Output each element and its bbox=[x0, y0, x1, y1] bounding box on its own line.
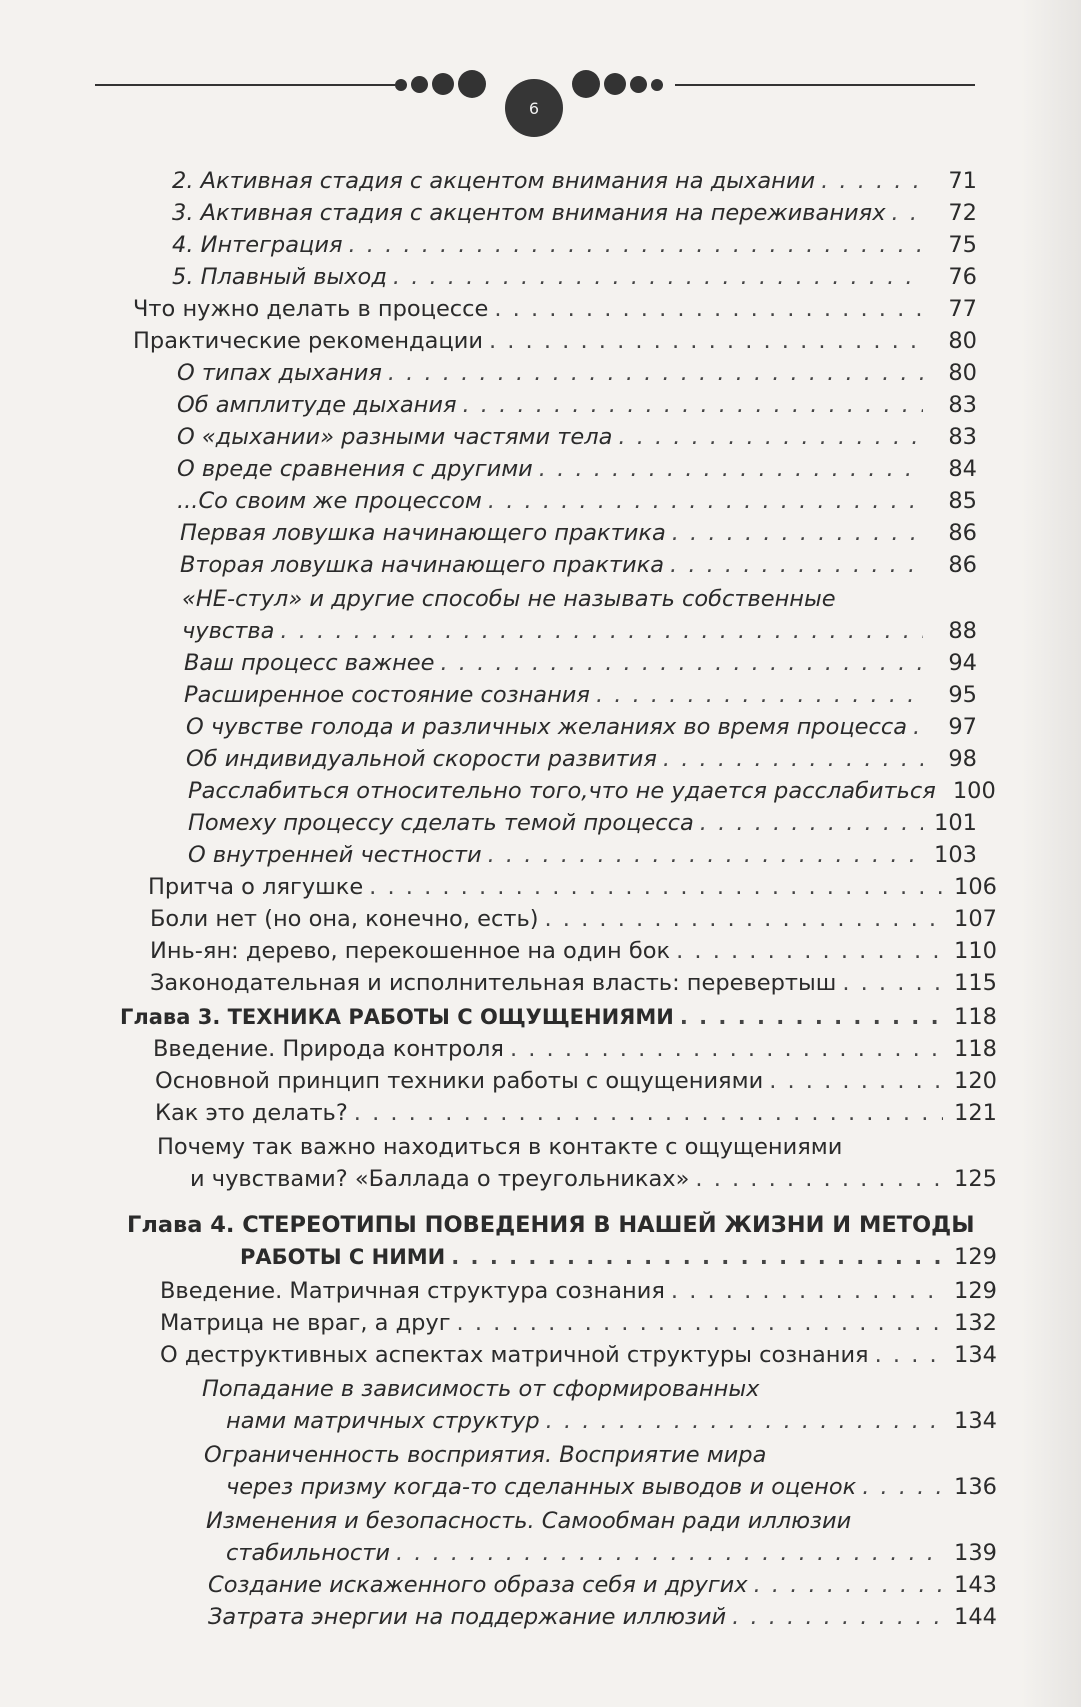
toc-entry-page: 129 bbox=[954, 1278, 997, 1304]
toc-entry-title: Основной принцип техники работы с ощущениями bbox=[155, 1068, 764, 1094]
toc-entry-page: 95 bbox=[948, 682, 977, 708]
toc-entry bbox=[153, 1034, 997, 1064]
toc-entry-title: О «дыхании» разными частями тела bbox=[177, 424, 613, 450]
toc-entry-title: 2. Активная стадия с акцентом внимания на дыхании bbox=[172, 168, 816, 194]
toc-leader-dots bbox=[462, 390, 923, 420]
toc-entry bbox=[186, 712, 977, 742]
toc-entry bbox=[226, 1538, 997, 1568]
toc-entry-title: Расширенное состояние сознания bbox=[184, 682, 590, 708]
toc-entry bbox=[180, 550, 977, 580]
toc-entry-title: 3. Активная стадия с акцентом внимания на переживаниях bbox=[172, 200, 886, 226]
toc-entry bbox=[180, 518, 977, 548]
toc-leader-dots bbox=[672, 518, 923, 548]
toc-entry-page: 83 bbox=[948, 392, 977, 418]
toc-leader-dots bbox=[676, 936, 943, 966]
toc-entry-page: 97 bbox=[948, 714, 977, 740]
ornament-dot bbox=[395, 79, 407, 91]
toc-leader-dots bbox=[695, 1164, 943, 1194]
toc-entry bbox=[188, 776, 996, 806]
toc-leader-dots bbox=[354, 1098, 943, 1128]
toc-entry-page: 118 bbox=[954, 1004, 997, 1030]
toc-entry bbox=[172, 230, 977, 260]
toc-entry-page: 77 bbox=[948, 296, 977, 322]
toc-leader-dots bbox=[489, 326, 923, 356]
toc-entry-page: 103 bbox=[934, 842, 977, 868]
toc-leader-dots bbox=[369, 872, 943, 902]
toc-entry-title: Боли нет (но она, конечно, есть) bbox=[150, 906, 539, 932]
toc-entry-title: О чувстве голода и различных желаниях во время процесса bbox=[186, 714, 908, 740]
page-number-badge: 6 bbox=[505, 79, 563, 137]
toc-entry-title: Что нужно делать в процессе bbox=[133, 296, 489, 322]
toc-entry-title: Как это делать? bbox=[155, 1100, 348, 1126]
toc-entry-title: О типах дыхания bbox=[177, 360, 382, 386]
toc-entry bbox=[186, 744, 977, 774]
ornament-dot bbox=[432, 73, 454, 95]
toc-entry bbox=[208, 1602, 997, 1632]
page-edge-shadow bbox=[1021, 0, 1081, 1707]
toc-entry-title: стабильности bbox=[226, 1540, 390, 1566]
toc-leader-dots bbox=[700, 808, 923, 838]
toc-entry-page: 136 bbox=[954, 1474, 997, 1500]
ornament-dot bbox=[604, 73, 626, 95]
toc-entry-page: 129 bbox=[954, 1244, 997, 1270]
toc-entry-page: 86 bbox=[948, 552, 977, 578]
toc-entry-page: 118 bbox=[954, 1036, 997, 1062]
toc-entry-page: 88 bbox=[948, 618, 977, 644]
toc-entry-title: Практические рекомендации bbox=[133, 328, 483, 354]
toc-leader-dots bbox=[388, 358, 923, 388]
toc-entry-title: 4. Интеграция bbox=[172, 232, 343, 258]
toc-entry-page: 75 bbox=[948, 232, 977, 258]
toc-entry-title: нами матричных структур bbox=[226, 1408, 540, 1434]
toc-entry bbox=[150, 904, 997, 934]
toc-leader-dots bbox=[754, 1570, 943, 1600]
toc-leader-dots bbox=[680, 1002, 943, 1032]
toc-entry-page: 139 bbox=[954, 1540, 997, 1566]
toc-leader-dots bbox=[663, 744, 923, 774]
ornament-dot bbox=[411, 76, 428, 93]
toc-entry-title: Притча о лягушке bbox=[148, 874, 364, 900]
toc-entry-title: Введение. Природа контроля bbox=[153, 1036, 504, 1062]
toc-entry-page: 85 bbox=[948, 488, 977, 514]
toc-entry-title: Законодательная и исполнительная власть: перевертыш bbox=[150, 970, 837, 996]
toc-leader-dots bbox=[539, 454, 923, 484]
toc-entry-line1: Почему так важно находиться в контакте с ощущениями bbox=[157, 1134, 843, 1160]
toc-entry bbox=[150, 936, 997, 966]
toc-leader-dots bbox=[842, 968, 943, 998]
toc-leader-dots bbox=[596, 680, 923, 710]
toc-chapter bbox=[120, 1002, 997, 1032]
toc-entry-title: О вреде сравнения с другими bbox=[177, 456, 533, 482]
toc-leader-dots bbox=[618, 422, 923, 452]
toc-entry bbox=[208, 1570, 997, 1600]
toc-entry bbox=[160, 1276, 997, 1306]
toc-entry-page: 80 bbox=[948, 360, 977, 386]
toc-leader-dots bbox=[545, 904, 944, 934]
toc-entry-title: Об амплитуде дыхания bbox=[177, 392, 457, 418]
ornament-dot bbox=[572, 70, 600, 98]
toc-entry-page: 72 bbox=[948, 200, 977, 226]
toc-entry-page: 132 bbox=[954, 1310, 997, 1336]
toc-entry-page: 71 bbox=[948, 168, 977, 194]
toc-leader-dots bbox=[348, 230, 923, 260]
toc-entry-page: 107 bbox=[954, 906, 997, 932]
toc-entry-title: и чувствами? «Баллада о треугольниках» bbox=[190, 1166, 690, 1192]
toc-entry-title: Помеху процессу сделать темой процесса bbox=[188, 810, 694, 836]
header-rule-right bbox=[675, 84, 975, 86]
toc-entry-title: Вторая ловушка начинающего практика bbox=[180, 552, 665, 578]
toc-leader-dots bbox=[280, 616, 923, 646]
toc-entry-title: Об индивидуальной скорости развития bbox=[186, 746, 657, 772]
toc-entry-title: О деструктивных аспектах матричной структуры сознания bbox=[160, 1342, 869, 1368]
toc-entry bbox=[133, 294, 977, 324]
toc-entry-page: 86 bbox=[948, 520, 977, 546]
toc-entry bbox=[160, 1308, 997, 1338]
toc-entry-page: 100 bbox=[952, 778, 996, 804]
toc-entry-page: 125 bbox=[954, 1166, 997, 1192]
toc-leader-dots bbox=[546, 1406, 943, 1436]
toc-entry-page: 110 bbox=[954, 938, 997, 964]
toc-entry-title: Расслабиться относительно того,что не удается расслабиться bbox=[188, 778, 936, 804]
toc-entry bbox=[155, 1066, 997, 1096]
toc-entry-page: 120 bbox=[954, 1068, 997, 1094]
toc-entry-page: 101 bbox=[934, 810, 977, 836]
toc-entry-line1: Ограниченность восприятия. Восприятие мира bbox=[204, 1442, 767, 1468]
toc-leader-dots bbox=[457, 1308, 943, 1338]
toc-entry-page: 76 bbox=[948, 264, 977, 290]
toc-entry bbox=[177, 390, 977, 420]
toc-leader-dots bbox=[510, 1034, 943, 1064]
toc-entry-page: 134 bbox=[954, 1408, 997, 1434]
toc-leader-dots bbox=[892, 198, 923, 228]
header-rule-left bbox=[95, 84, 395, 86]
toc-entry-title: Ваш процесс важнее bbox=[184, 650, 435, 676]
toc-chapter-title: Глава 3. ТЕХНИКА РАБОТЫ С ОЩУЩЕНИЯМИ bbox=[120, 1005, 674, 1029]
toc-entry-title: ...Со своим же процессом bbox=[177, 488, 482, 514]
toc-entry-title: Матрица не враг, а друг bbox=[160, 1310, 451, 1336]
ornament-dot bbox=[630, 76, 647, 93]
toc-entry-page: 83 bbox=[948, 424, 977, 450]
toc-leader-dots bbox=[494, 294, 923, 324]
toc-entry bbox=[190, 1164, 997, 1194]
toc-entry-title: Инь-ян: дерево, перекошенное на один бок bbox=[150, 938, 671, 964]
toc-entry bbox=[177, 486, 977, 516]
toc-entry bbox=[226, 1472, 997, 1502]
toc-entry bbox=[177, 422, 977, 452]
toc-entry-page: 115 bbox=[954, 970, 997, 996]
toc-chapter-line1: Глава 4. СТЕРЕОТИПЫ ПОВЕДЕНИЯ В НАШЕЙ ЖИЗНИ И МЕТОДЫ bbox=[127, 1212, 975, 1238]
toc-entry bbox=[177, 454, 977, 484]
toc-entry-page: 80 bbox=[948, 328, 977, 354]
toc-entry-title: 5. Плавный выход bbox=[172, 264, 387, 290]
toc-entry bbox=[188, 840, 977, 870]
toc-entry-line1: Попадание в зависимость от сформированных bbox=[202, 1376, 760, 1402]
toc-chapter bbox=[240, 1242, 997, 1272]
toc-entry-title: Первая ловушка начинающего практика bbox=[180, 520, 666, 546]
toc-entry-page: 94 bbox=[948, 650, 977, 676]
toc-leader-dots bbox=[441, 648, 924, 678]
ornament-dot bbox=[458, 70, 486, 98]
toc-entry bbox=[188, 808, 977, 838]
toc-entry bbox=[155, 1098, 997, 1128]
toc-leader-dots bbox=[769, 1066, 943, 1096]
toc-entry-page: 144 bbox=[954, 1604, 997, 1630]
toc-entry-line1: «НЕ-стул» и другие способы не называть собственные bbox=[182, 586, 836, 612]
toc-entry-title: через призму когда-то сделанных выводов и оценок bbox=[226, 1474, 857, 1500]
toc-entry bbox=[150, 968, 997, 998]
toc-chapter-title: РАБОТЫ С НИМИ bbox=[240, 1245, 446, 1269]
ornament-dot bbox=[651, 79, 663, 91]
toc-entry bbox=[177, 358, 977, 388]
toc-entry-page: 143 bbox=[954, 1572, 997, 1598]
toc-entry-title: чувства bbox=[182, 618, 275, 644]
toc-leader-dots bbox=[451, 1242, 943, 1272]
toc-entry bbox=[160, 1340, 997, 1370]
toc-entry-page: 134 bbox=[954, 1342, 997, 1368]
toc-entry-title: Создание искаженного образа себя и других bbox=[208, 1572, 748, 1598]
toc-entry-page: 106 bbox=[954, 874, 997, 900]
toc-entry bbox=[133, 326, 977, 356]
toc-leader-dots bbox=[862, 1472, 943, 1502]
toc-entry bbox=[184, 648, 977, 678]
toc-leader-dots bbox=[821, 166, 923, 196]
toc-leader-dots bbox=[488, 486, 923, 516]
toc-leader-dots bbox=[913, 712, 923, 742]
toc-entry bbox=[184, 680, 977, 710]
toc-entry bbox=[172, 262, 977, 292]
toc-leader-dots bbox=[671, 1276, 943, 1306]
toc-entry-title: О внутренней честности bbox=[188, 842, 482, 868]
toc-entry-line1: Изменения и безопасность. Самообман ради иллюзии bbox=[206, 1508, 852, 1534]
toc-entry bbox=[172, 198, 977, 228]
toc-entry bbox=[172, 166, 977, 196]
toc-entry bbox=[182, 616, 977, 646]
toc-entry-title: Затрата энергии на поддержание иллюзий bbox=[208, 1604, 727, 1630]
toc-leader-dots bbox=[732, 1602, 943, 1632]
toc-entry-page: 98 bbox=[948, 746, 977, 772]
toc-leader-dots bbox=[393, 262, 923, 292]
toc-entry bbox=[226, 1406, 997, 1436]
toc-entry-title: Введение. Матричная структура сознания bbox=[160, 1278, 665, 1304]
toc-leader-dots bbox=[875, 1340, 943, 1370]
toc-leader-dots bbox=[396, 1538, 943, 1568]
toc-entry-page: 121 bbox=[954, 1100, 997, 1126]
toc-leader-dots bbox=[488, 840, 923, 870]
toc-entry-page: 84 bbox=[948, 456, 977, 482]
toc-entry bbox=[148, 872, 997, 902]
toc-leader-dots bbox=[670, 550, 923, 580]
